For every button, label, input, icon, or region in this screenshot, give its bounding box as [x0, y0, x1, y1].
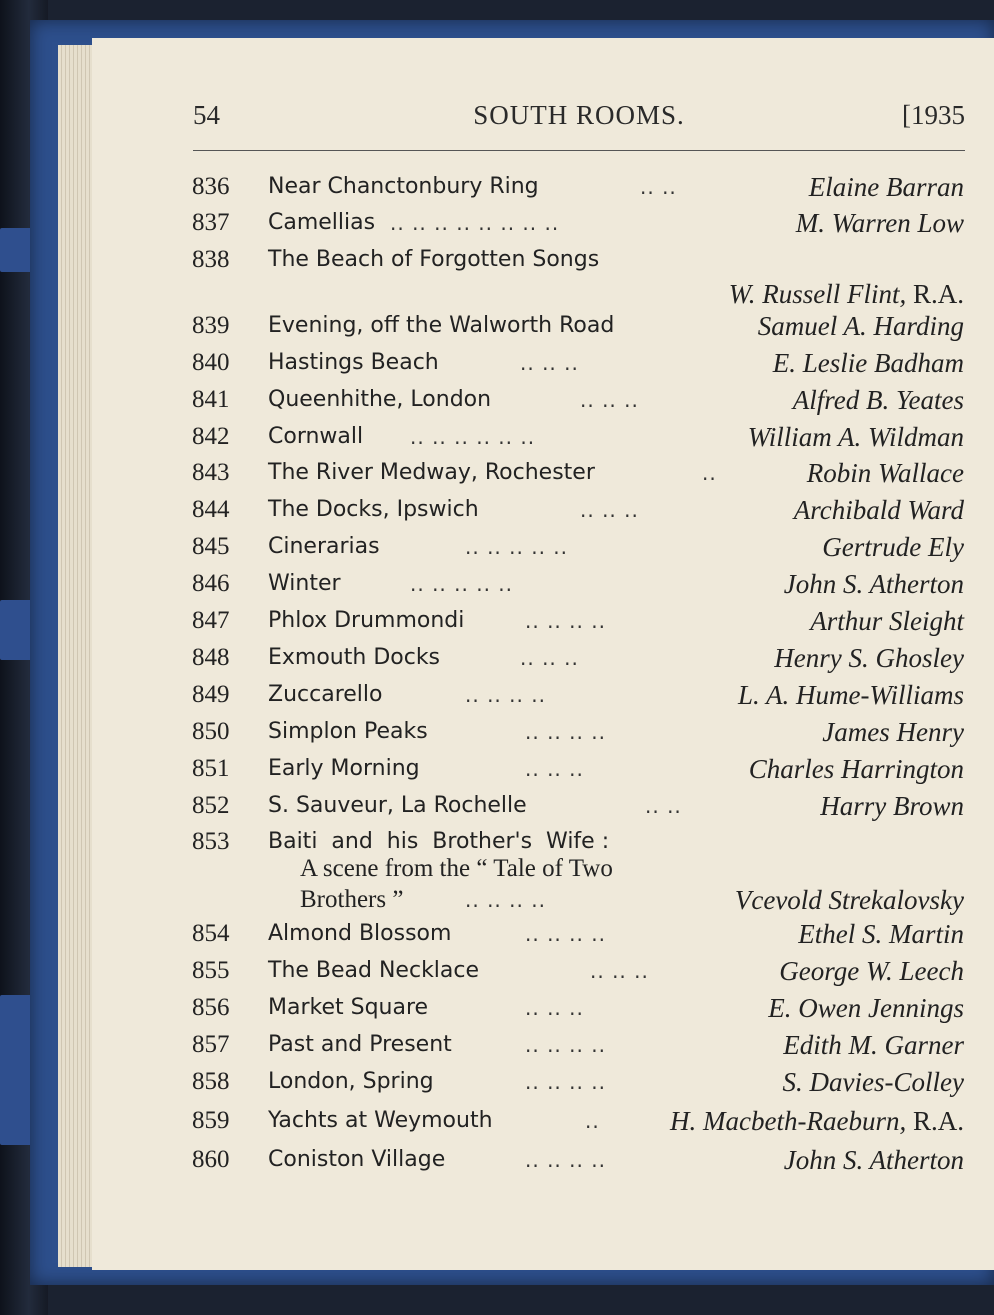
entry-subtitle: A scene from the “ Tale of Two: [300, 855, 613, 882]
entry-line: [0, 170, 994, 204]
entry-title: Simplon Peaks: [268, 719, 428, 744]
dot-leader: .. .. .. ..: [525, 609, 606, 633]
dot-leader: ..: [702, 461, 717, 485]
entry-artist: Ethel S. Martin: [798, 919, 964, 949]
entry-line: [0, 493, 994, 527]
entry-title: Zuccarello: [268, 682, 383, 707]
entry-line: [0, 991, 994, 1025]
section-title: SOUTH ROOMS.: [473, 100, 685, 130]
artist-name: W. Russell Flint,: [728, 279, 907, 309]
artist-honour: R.A.: [912, 279, 964, 309]
entry-number: 850: [192, 718, 230, 745]
entry-number: 856: [192, 994, 230, 1021]
entry-line: [0, 530, 994, 564]
entry-title: Yachts at Weymouth: [268, 1108, 493, 1133]
dot-leader: .. .. ..: [525, 996, 584, 1020]
entry-number: 844: [192, 496, 230, 523]
artist-honour: R.A.: [912, 1106, 964, 1136]
entry-title: Near Chanctonbury Ring: [268, 174, 539, 199]
entry-artist: John S. Atherton: [783, 569, 964, 599]
entry-line: [0, 641, 994, 675]
dot-leader: .. .. .. ..: [525, 922, 606, 946]
entry-line: [0, 243, 994, 277]
entry-artist: Archibald Ward: [793, 495, 964, 525]
entry-line: [0, 1104, 994, 1138]
dot-leader: .. .. ..: [520, 351, 579, 375]
dot-leader: .. .. ..: [580, 388, 639, 412]
entry-artist: L. A. Hume-Williams: [737, 680, 964, 710]
entry-title: Queenhithe, London: [268, 387, 492, 412]
entry-title: Early Morning: [268, 756, 420, 781]
entry-title: The River Medway, Rochester: [268, 460, 595, 485]
entry-artist: Arthur Sleight: [810, 606, 964, 636]
entry-number: 852: [192, 792, 230, 819]
entry-title: The Docks, Ipswich: [268, 497, 479, 522]
entry-line: [0, 567, 994, 601]
entry-number: 837: [192, 209, 230, 236]
entry-title: Almond Blossom: [268, 921, 452, 946]
entry-line: [0, 206, 994, 240]
entry-title: The Bead Necklace: [268, 958, 480, 983]
entry-artist: Harry Brown: [820, 791, 964, 821]
dot-leader: .. ..: [640, 175, 677, 199]
entry-line: [0, 420, 994, 454]
entry-number: 839: [192, 312, 230, 339]
entry-line: [0, 277, 994, 311]
entry-line: [0, 917, 994, 951]
entry-subtitle: Brothers ”: [300, 886, 404, 913]
dot-leader: ..: [585, 1109, 600, 1133]
entry-artist: Samuel A. Harding: [757, 311, 964, 341]
entry-number: 841: [192, 386, 230, 413]
entry-number: 843: [192, 459, 230, 486]
entry-line: [0, 383, 994, 417]
entry-number: 854: [192, 920, 230, 947]
entry-number: 840: [192, 349, 230, 376]
entry-number: 851: [192, 755, 230, 782]
entry-artist: Elaine Barran: [808, 172, 964, 202]
page-number: 54: [193, 100, 220, 130]
entry-artist: E. Owen Jennings: [768, 993, 964, 1023]
entry-title: Exmouth Docks: [268, 645, 441, 670]
dot-leader: .. ..: [645, 794, 682, 818]
entry-artist: Henry S. Ghosley: [774, 643, 964, 673]
entry-line: [0, 678, 994, 712]
entry-artist: Edith M. Garner: [783, 1030, 964, 1060]
entry-line: [0, 883, 994, 917]
entry-number: 849: [192, 681, 230, 708]
entry-line: [0, 1065, 994, 1099]
entry-artist: Alfred B. Yeates: [792, 385, 964, 415]
entry-line: [0, 1028, 994, 1062]
entry-number: 848: [192, 644, 230, 671]
entry-artist: M. Warren Low: [795, 208, 964, 238]
entry-number: 855: [192, 957, 230, 984]
entry-line: [0, 825, 994, 859]
entry-line: [0, 954, 994, 988]
entry-title: Cinerarias: [268, 534, 380, 559]
entry-artist: George W. Leech: [779, 956, 964, 986]
entry-artist: William A. Wildman: [747, 422, 964, 452]
dot-leader: .. .. .. .. ..: [410, 572, 514, 596]
dot-leader: .. .. .. ..: [525, 1070, 606, 1094]
entry-number: 858: [192, 1068, 230, 1095]
entry-number: 845: [192, 533, 230, 560]
entry-title: Past and Present: [268, 1032, 452, 1057]
entry-number: 842: [192, 423, 230, 450]
entry-title: Baiti and his Brother's Wife :: [268, 829, 610, 854]
dot-leader: .. .. ..: [590, 959, 649, 983]
entry-artist: [670, 1104, 964, 1138]
entry-number: 859: [192, 1107, 230, 1134]
entry-artist: S. Davies-Colley: [782, 1067, 964, 1097]
dot-leader: .. .. .. ..: [465, 683, 546, 707]
dot-leader: .. .. .. .. .. .. .. ..: [390, 211, 560, 235]
entry-line: [0, 789, 994, 823]
entry-artist: Gertrude Ely: [822, 532, 964, 562]
entry-line: [0, 456, 994, 490]
dot-leader: .. .. .. ..: [525, 1148, 606, 1172]
entry-title: London, Spring: [268, 1069, 434, 1094]
entry-title: Cornwall: [268, 424, 364, 449]
entry-number: 846: [192, 570, 230, 597]
entry-title: Evening, off the Walworth Road: [268, 313, 615, 338]
dot-leader: .. .. .. .. .. ..: [410, 425, 536, 449]
entry-title: S. Sauveur, La Rochelle: [268, 793, 527, 818]
entry-title: Phlox Drummondi: [268, 608, 465, 633]
entry-artist: [729, 277, 964, 311]
dot-leader: .. .. .. ..: [465, 888, 546, 912]
entry-number: 857: [192, 1031, 230, 1058]
entry-artist: E. Leslie Badham: [772, 348, 964, 378]
catalogue-year: [1935: [902, 100, 965, 130]
dot-leader: .. .. .. ..: [525, 720, 606, 744]
dot-leader: .. .. ..: [580, 498, 639, 522]
entry-title: Coniston Village: [268, 1147, 446, 1172]
entry-title: Winter: [268, 571, 341, 596]
entry-number: 853: [192, 828, 230, 855]
dot-leader: .. .. ..: [525, 757, 584, 781]
entry-title: Market Square: [268, 995, 429, 1020]
dot-leader: .. .. .. .. ..: [465, 535, 569, 559]
entry-artist: James Henry: [822, 717, 964, 747]
entry-number: 836: [192, 173, 230, 200]
dot-leader: .. .. ..: [520, 646, 579, 670]
artist-name: H. Macbeth-Raeburn,: [670, 1106, 907, 1136]
entry-line: [0, 309, 994, 343]
entry-line: [0, 604, 994, 638]
entry-title: Hastings Beach: [268, 350, 439, 375]
dot-leader: .. .. .. ..: [525, 1033, 606, 1057]
entry-title: The Beach of Forgotten Songs: [268, 247, 600, 272]
entry-line: [0, 1143, 994, 1177]
entry-artist: Charles Harrington: [748, 754, 964, 784]
entry-artist: Vcevold Strekalovsky: [734, 885, 964, 915]
entry-line: [0, 715, 994, 749]
entry-number: 847: [192, 607, 230, 634]
entry-number: 860: [192, 1146, 230, 1173]
entry-line: [0, 752, 994, 786]
entry-title: Camellias: [268, 210, 376, 235]
entry-number: 838: [192, 246, 230, 273]
entry-line: [0, 346, 994, 380]
entry-artist: John S. Atherton: [783, 1145, 964, 1175]
entry-artist: Robin Wallace: [806, 458, 964, 488]
